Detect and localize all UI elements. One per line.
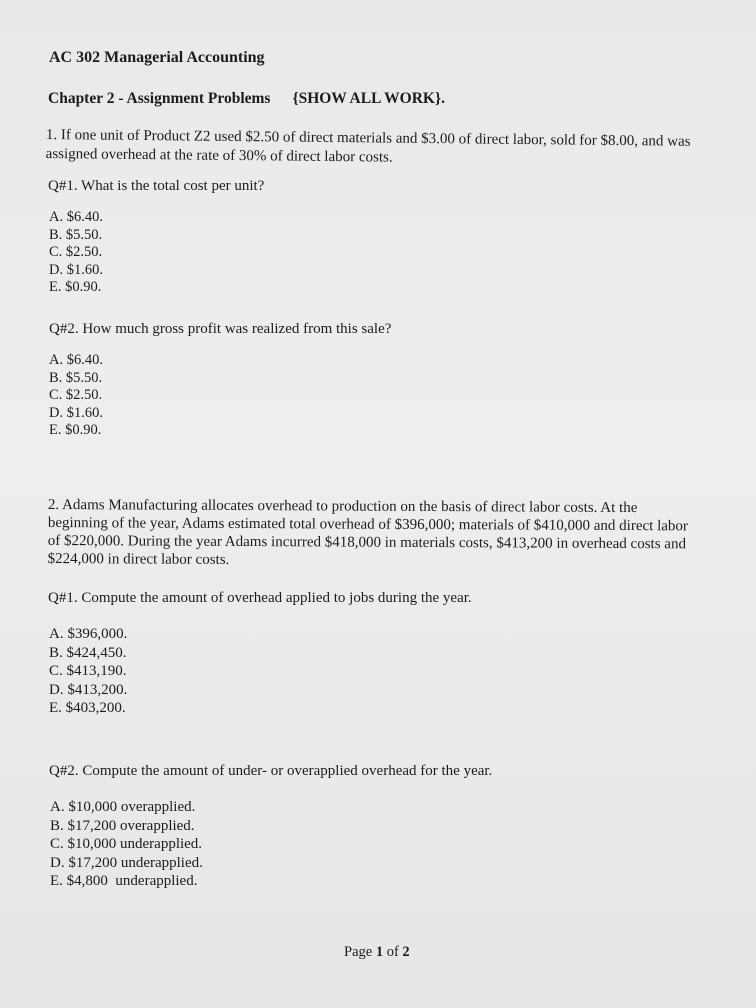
problem-1-question-1: Q#1. What is the total cost per unit? <box>48 178 265 194</box>
problem-2-question-2-options <box>50 798 203 891</box>
chapter-heading <box>48 90 445 108</box>
answer-option: B. $5.50. <box>49 226 103 243</box>
answer-option: E. $0.90. <box>49 279 102 295</box>
answer-option: C. $413,190. <box>49 663 127 679</box>
chapter-title: Chapter 2 - Assignment Problems <box>48 90 271 107</box>
answer-option: A. $10,000 overapplied. <box>50 799 196 815</box>
answer-option: C. $10,000 underapplied. <box>50 836 203 852</box>
answer-option: A. $6.40. <box>49 352 103 368</box>
problem-2-line: 2. Adams Manufacturing allocates overhead to production on the basis of direct labor costs. At the <box>47 497 638 517</box>
page-current: 1 <box>375 944 384 960</box>
answer-option: A. $396,000. <box>49 626 128 642</box>
problem-2-line: beginning of the year, Adams estimated total overhead of $396,000; materials of $410,000 and direct labor <box>47 514 688 535</box>
problem-1-line: assigned overhead at the rate of 30% of direct labor costs. <box>45 145 393 166</box>
problem-2-statement <box>48 496 738 572</box>
answer-option: B. $424,450. <box>49 644 127 661</box>
answer-option: A. $6.40. <box>49 209 103 225</box>
answer-option: D. $17,200 underapplied. <box>50 854 203 871</box>
problem-1-question-2-options <box>49 352 103 440</box>
answer-option: B. $5.50. <box>49 369 103 386</box>
page-number <box>344 944 410 961</box>
problem-2-question-1: Q#1. Compute the amount of overhead applied to jobs during the year. <box>48 590 472 606</box>
page-label: Page <box>344 944 373 960</box>
answer-option: D. $1.60. <box>49 261 103 278</box>
problem-2-question-1-options <box>49 625 127 718</box>
problem-2-question-2: Q#2. Compute the amount of under- or overapplied overhead for the year. <box>49 763 493 779</box>
course-title: AC 302 Managerial Accounting <box>49 49 265 66</box>
answer-option: C. $2.50. <box>49 244 103 260</box>
problem-1-question-2: Q#2. How much gross profit was realized from this sale? <box>49 321 392 337</box>
page-of-label: of <box>386 944 399 960</box>
problem-2-line: of $220,000. During the year Adams incurred $418,000 in materials costs, $413,200 in overhead costs and <box>47 532 687 553</box>
problem-1-line: 1. If one unit of Product Z2 used $2.50 of direct materials and $3.00 of direct labor, sold for $8.00, and was <box>45 126 691 150</box>
answer-option: E. $0.90. <box>49 422 102 438</box>
answer-option: D. $1.60. <box>49 404 103 421</box>
answer-option: C. $2.50. <box>49 387 103 403</box>
answer-option: B. $17,200 overapplied. <box>50 817 195 834</box>
problem-1-question-1-options <box>49 209 103 297</box>
problem-2-line: $224,000 in direct labor costs. <box>47 550 230 568</box>
problem-1-statement <box>46 126 691 171</box>
page-total: 2 <box>402 944 410 960</box>
answer-option: E. $4,800 underapplied. <box>50 873 198 889</box>
answer-option: D. $413,200. <box>49 681 128 698</box>
show-all-work-instruction: {SHOW ALL WORK}. <box>292 90 445 107</box>
answer-option: E. $403,200. <box>49 700 126 716</box>
